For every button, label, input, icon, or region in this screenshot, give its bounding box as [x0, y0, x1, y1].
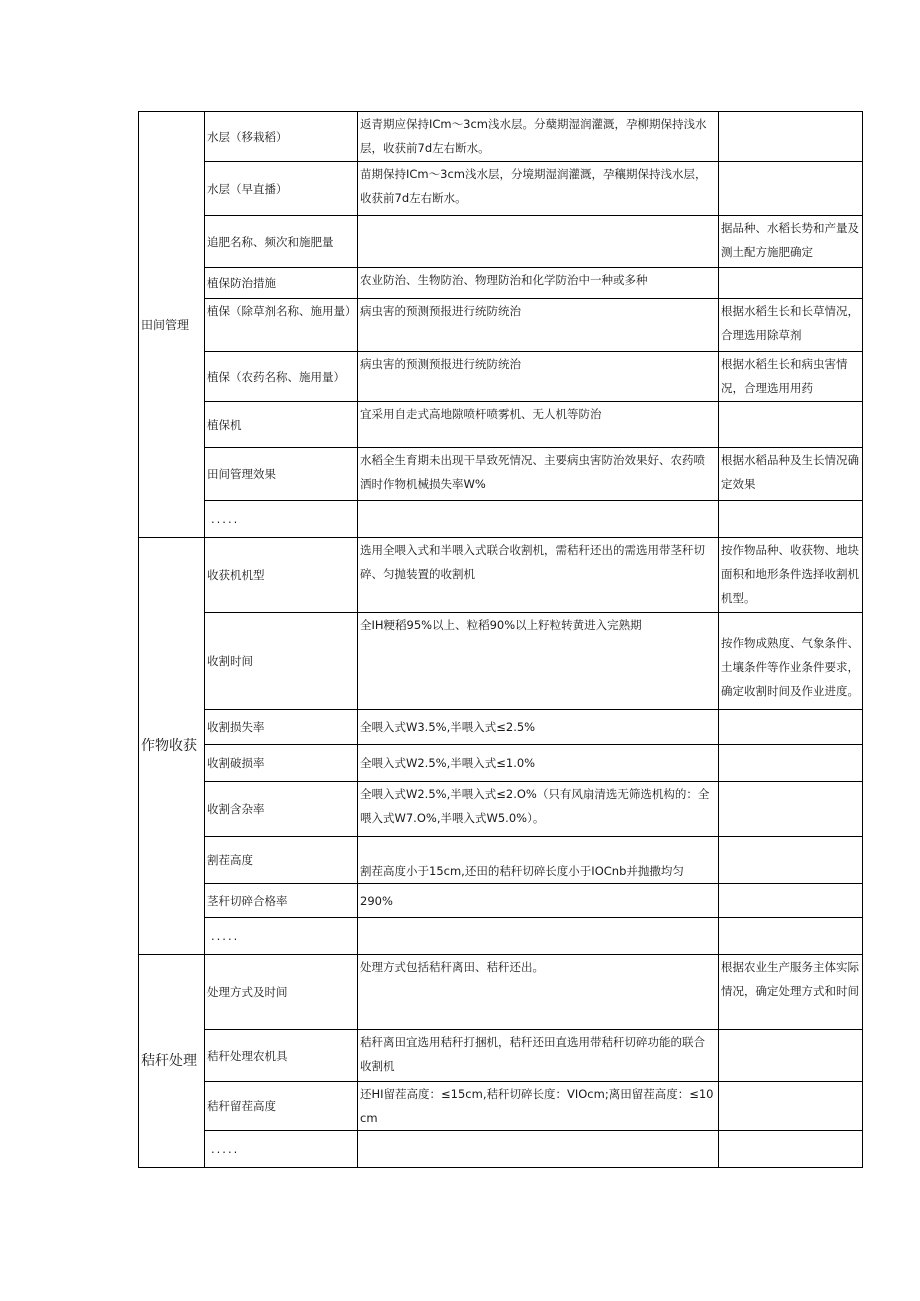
note-cell	[719, 1082, 863, 1131]
note-cell	[719, 918, 863, 955]
item-cell: 追肥名称、频次和施肥量	[205, 216, 358, 268]
item-cell: 秸秆留茬高度	[205, 1082, 358, 1131]
note-cell	[719, 782, 863, 837]
requirement-cell	[358, 501, 719, 538]
item-cell: 处理方式及时间	[205, 955, 358, 1030]
note-cell	[719, 1030, 863, 1082]
note-cell	[719, 112, 863, 162]
requirements-table	[138, 111, 863, 1168]
note-cell: 根据农业生产服务主体实际情况，确定处理方式和时间	[719, 955, 863, 1030]
item-cell: 植保机	[205, 402, 358, 448]
item-cell: 收割破损率	[205, 745, 358, 782]
note-text: 按作物成熟度、气象条件、土壤条件等作业条件要求，确定收割时间及作业进度。	[721, 636, 859, 698]
table-row	[139, 837, 863, 884]
table-row	[139, 448, 863, 501]
requirement-cell: 全喂入式W3.5%,半喂入式≤2.5%	[358, 710, 719, 745]
requirement-cell: 还HI留茬高度：≤15cm,秸秆切碎长度：VIOcm;离田留茬高度：≤10cm	[358, 1082, 719, 1131]
requirement-cell: 全喂入式W2.5%,半喂入式≤1.0%	[358, 745, 719, 782]
table-row	[139, 268, 863, 299]
item-cell: 植保（除草剂名称、施用量）	[205, 299, 358, 352]
section-label: 田间管理	[139, 112, 205, 538]
item-cell: 收割含杂率	[205, 782, 358, 837]
requirement-cell: 宜采用自走式高地隙喷杆喷雾机、无人机等防治	[358, 402, 719, 448]
note-cell	[719, 884, 863, 918]
item-cell: 植保（农药名称、施用量）	[205, 352, 358, 402]
table-row	[139, 501, 863, 538]
table-row	[139, 745, 863, 782]
requirement-cell: 处理方式包括秸秆离田、秸秆还出。	[358, 955, 719, 1030]
item-cell: 茎秆切碎合格率	[205, 884, 358, 918]
table-row	[139, 162, 863, 216]
item-cell: .....	[205, 1131, 358, 1168]
table-row	[139, 299, 863, 352]
section-label: 作物收获	[139, 538, 205, 955]
note-cell	[719, 837, 863, 884]
item-cell: 割茬高度	[205, 837, 358, 884]
requirement-cell: 病虫害的预测预报进行统防统治	[358, 352, 719, 402]
note-cell	[719, 402, 863, 448]
table-row	[139, 782, 863, 837]
table-row	[139, 710, 863, 745]
table-row	[139, 402, 863, 448]
requirement-cell: 割茬高度小于15cm,还田的秸秆切碎长度小于IOCnb并抛撒均匀	[358, 837, 719, 884]
requirement-cell: 全喂入式W2.5%,半喂入式≤2.O%（只有风扇清选无筛选机构的：全喂入式W7.O%,半喂入式W5.0%）。	[358, 782, 719, 837]
item-cell: 水层（移栽稻）	[205, 112, 358, 162]
note-cell: 根据水稻生长和病虫害情况，合理选用用药	[719, 352, 863, 402]
note-cell: 据品种、水稻长势和产量及测土配方施肥确定	[719, 216, 863, 268]
requirement-cell	[358, 1131, 719, 1168]
requirement-cell: 秸秆离田宜选用秸秆打捆机，秸秆还田直选用带秸秆切碎功能的联合收割机	[358, 1030, 719, 1082]
table-row	[139, 216, 863, 268]
table-row	[139, 918, 863, 955]
item-cell: 田间管理效果	[205, 448, 358, 501]
note-cell	[719, 613, 863, 710]
note-cell: 按作物品种、收获物、地块面积和地形条件选择收割机机型。	[719, 538, 863, 613]
note-cell	[719, 745, 863, 782]
requirement-cell	[358, 918, 719, 955]
note-cell	[719, 1131, 863, 1168]
requirement-cell: 农业防治、生物防治、物理防治和化学防治中一种或多种	[358, 268, 719, 299]
note-cell	[719, 710, 863, 745]
requirement-cell: 全IH粳稻95%以上、粒稻90%以上籽粒转黄进入完熟期	[358, 613, 719, 710]
requirement-cell: 290%	[358, 884, 719, 918]
item-cell: 水层（早直播）	[205, 162, 358, 216]
table-row	[139, 1030, 863, 1082]
note-cell	[719, 501, 863, 538]
item-cell: 秸秆处理农机具	[205, 1030, 358, 1082]
note-cell	[719, 268, 863, 299]
item-cell: .....	[205, 918, 358, 955]
table-row	[139, 538, 863, 613]
requirement-cell: 水稻全生育期未出现干旱致死情况、主要病虫害防治效果好、农药喷洒时作物机械损失率W%	[358, 448, 719, 501]
table-row	[139, 1082, 863, 1131]
table-row	[139, 613, 863, 710]
item-cell: 收获机机型	[205, 538, 358, 613]
table-row	[139, 352, 863, 402]
requirement-cell: 病虫害的预测预报进行统防统治	[358, 299, 719, 352]
item-cell: 植保防治措施	[205, 268, 358, 299]
section-label: 秸秆处理	[139, 955, 205, 1168]
note-cell: 根据水稻品种及生长情况确定效果	[719, 448, 863, 501]
table-row	[139, 112, 863, 162]
requirement-cell	[358, 216, 719, 268]
note-cell: 根据水稻生长和长草情况，合理选用除草剂	[719, 299, 863, 352]
requirement-cell: 苗期保持ICm～3cm浅水层，分境期湿润灌溉，孕穰期保持浅水层，收获前7d左右断水。	[358, 162, 719, 216]
item-cell: 收割时间	[205, 613, 358, 710]
note-cell	[719, 162, 863, 216]
requirement-cell: 选用全喂入式和半喂入式联合收割机，需秸秆还出的需选用带茎秆切碎、匀抛装置的收割机	[358, 538, 719, 613]
item-cell: 收割损失率	[205, 710, 358, 745]
requirement-cell: 返青期应保持ICm～3cm浅水层。分蘖期湿润灌溉，孕柳期保持浅水层，收获前7d左右断水。	[358, 112, 719, 162]
table-row	[139, 1131, 863, 1168]
item-cell: .....	[205, 501, 358, 538]
table-row	[139, 955, 863, 1030]
document-page	[138, 111, 862, 1168]
table-row	[139, 884, 863, 918]
